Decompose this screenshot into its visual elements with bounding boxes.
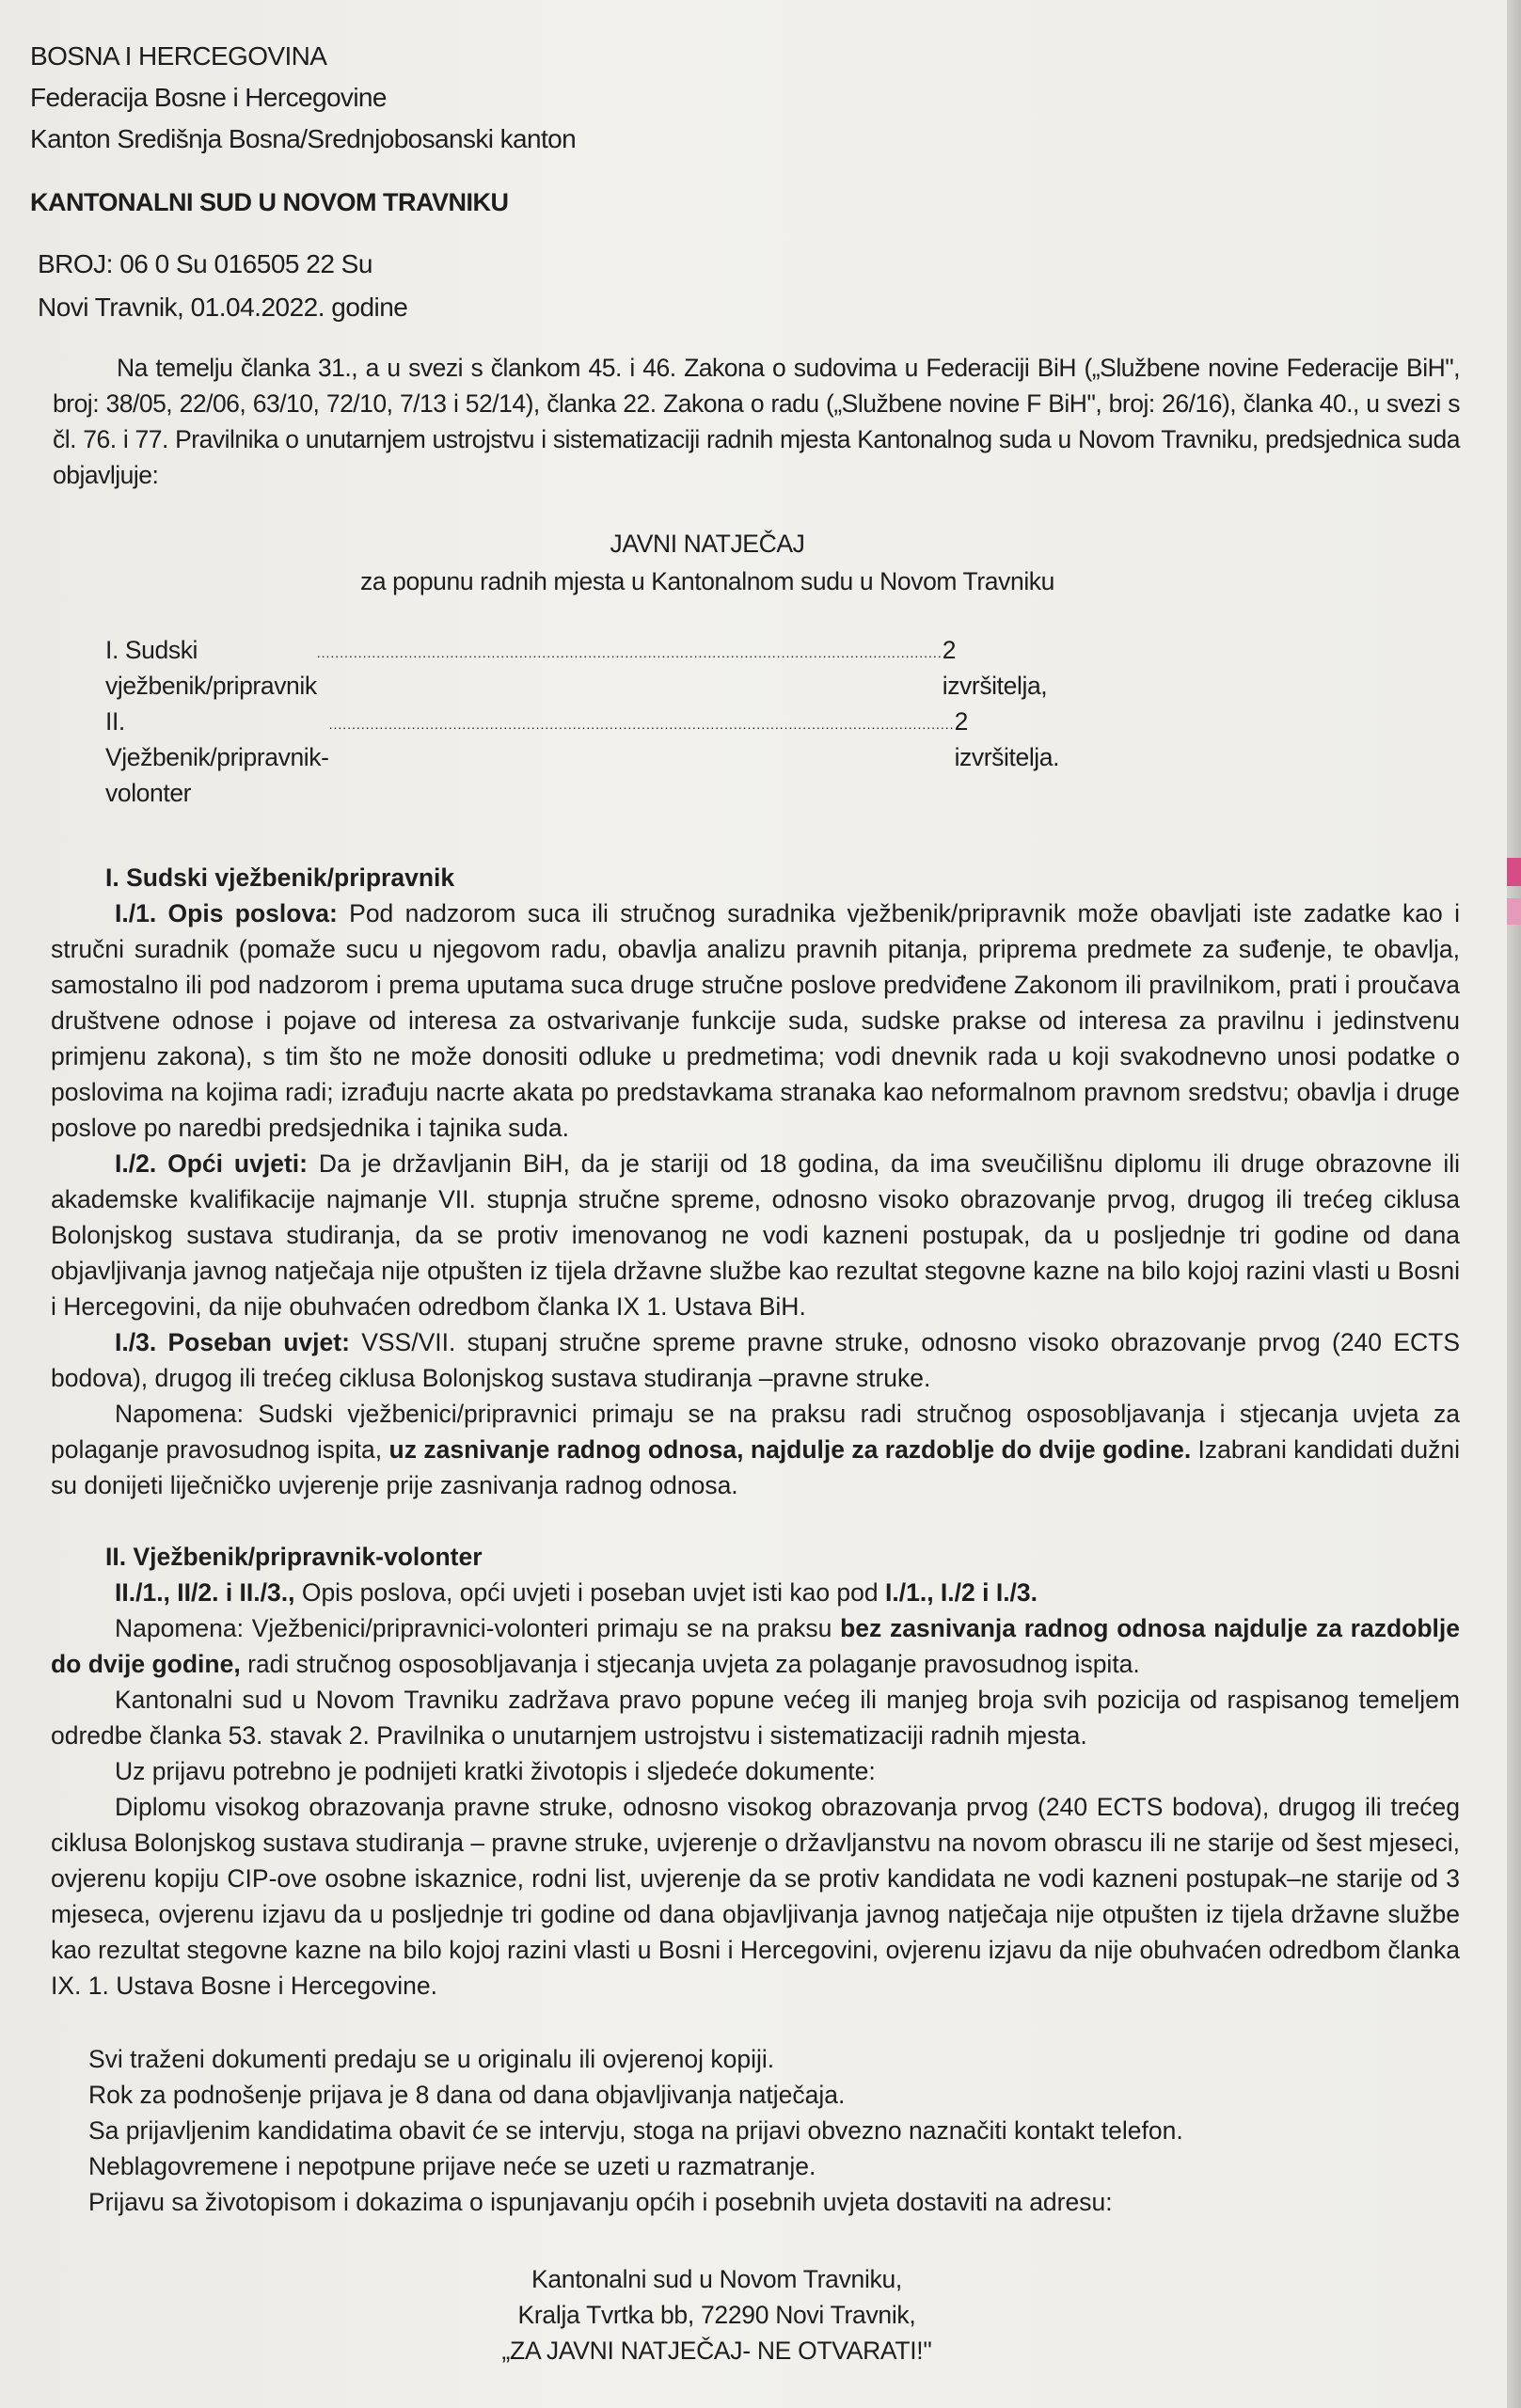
para-label: II./1., II/2. i II./3.,: [115, 1578, 295, 1607]
header-canton: Kanton Središnja Bosna/Srednjobosanski kanton: [30, 124, 577, 153]
position-count: 2 izvršitelja.: [954, 707, 1060, 771]
para-label: I./3. Poseban uvjet:: [115, 1328, 350, 1356]
position-item: [105, 632, 1048, 704]
submission-address: [30, 2261, 1460, 2368]
section-title: I. Sudski vježbenik/pripravnik: [105, 863, 455, 892]
court-name: KANTONALNI SUD U NOVOM TRAVNIKU: [30, 188, 509, 216]
dot-leader: ........................................................................................................................................: [328, 717, 955, 732]
address-line: Kralja Tvrtka bb, 72290 Novi Travnik,: [517, 2301, 916, 2329]
address-line: „ZA JAVNI NATJEČAJ- NE OTVARATI!": [501, 2337, 932, 2365]
position-label: II. Vježbenik/pripravnik-volonter: [105, 707, 329, 807]
closing-line: Sa prijavljenim kandidatima obavit će se intervju, stoga na prijavi obvezno naznačiti kontakt telefon.: [88, 2116, 1183, 2145]
title-subtitle: za popunu radnih mjesta u Kantonalnom sudu u Novom Travniku: [360, 567, 1054, 595]
position-count: 2 izvršitelja,: [942, 636, 1048, 700]
para-label: I./2. Opći uvjeti:: [115, 1149, 308, 1178]
note-emphasis: uz zasnivanje radnog odnosa, najdulje za razdoblje do dvije godine.: [388, 1435, 1192, 1464]
para-text: Da je državljanin BiH, da je stariji od 18 godina, da ima sveučilišnu diplomu ili druge obrazovne ili akademske kvalifikacije najmanje VII. stupnja stručne spreme, odnosno visoko obrazovanje prvog, drugog ili trećeg ciklusa Bolonjskog sustava studiranja, da se protiv imenovanog ne vodi kazneni postupak, da u posljednje tri godine od dana objavljivanja javnog natječaja nije otpušten iz tijela državne službe kao rezultat stegovne kazne na bilo kojoj razini vlasti u Bosni i Hercegovini, da nije obuhvaćen odredbom članka IX 1. Ustava BiH.: [51, 1149, 1460, 1321]
documents-list: Diplomu visokog obrazovanja pravne struke, odnosno visokog obrazovanja prvog (240 ECTS bodova), drugog ili trećeg ciklusa Bolonjskog sustava studiranja – pravne struke, uvjerenje o državljanstvu na novom obrascu ili ne starije od šest mjeseci, ovjerenu kopiju CIP-ove osobne iskaznice, rodni list, uvjerenje da se protiv kandidata ne vodi kazneni postupak–ne starije od 3 mjeseca, ovjerenu izjavu da u posljednje tri godine od dana objavljivanja javnog natječaja nije otpušten iz tijela državne službe kao rezultat stegovne kazne na bilo kojoj razini vlasti u Bosni i Hercegovini, ovjerenu izjavu da nije obuhvaćen odredbom članka IX. 1. Ustava Bosne i Hercegovine.: [51, 1793, 1461, 2000]
issuer-header: [30, 36, 1460, 160]
title-main: JAVNI NATJEČAJ: [610, 530, 805, 558]
para-ref: I./1., I./2 i I./3.: [885, 1578, 1038, 1607]
closing-line: Neblagovremene i nepotpune prijave neće se uzeti u razmatranje.: [88, 2152, 816, 2180]
note-paragraph: [51, 1396, 1460, 1503]
documents-intro: Uz prijavu potrebno je podnijeti kratki životopis i sljedeće dokumente:: [115, 1757, 876, 1785]
closing-line: Prijavu sa životopisom i dokazima o ispunjavanju općih i posebnih uvjeta dostaviti na adresu:: [88, 2188, 1113, 2216]
position-label: I. Sudski vježbenik/pripravnik: [105, 636, 317, 700]
section-volunteer: [30, 1539, 1460, 2004]
position-item: [105, 704, 1060, 811]
para-text: Opis poslova, opći uvjeti i poseban uvjet isti kao pod: [294, 1578, 885, 1607]
note-paragraph: [51, 1610, 1460, 1682]
reference-block: [38, 243, 1460, 329]
place-date: Novi Travnik, 01.04.2022. godine: [38, 293, 408, 322]
job-description: [51, 895, 1460, 1146]
note-text: Napomena: Sudski vježbenici/pripravnici primaju se na praksu radi stručnog osposobljavanja i stjecanja uvjeta za polaganje pravosudnog ispita,: [51, 1400, 1460, 1464]
note-emphasis: bez zasnivanja radnog odnosa najdulje za razdoblje do dvije godine,: [51, 1614, 1460, 1678]
page-edge: [1507, 0, 1521, 2408]
para-text: VSS/VII. stupanj stručne spreme pravne struke, odnosno visoko obrazovanje prvog (240 ECTS bodova), drugog ili trećeg ciklusa Bolonjskog sustava studiranja –pravne struke.: [51, 1328, 1460, 1392]
closing-instructions: [88, 2041, 1460, 2220]
intro-paragraph: Na temelju članka 31., a u svezi s člankom 45. i 46. Zakona o sudovima u Federaciji BiH („Službene novine Federacije BiH", broj: 38/05, 22/06, 63/10, 72/10, 7/13 i 52/14), članka 22. Zakona o radu („Službene novine F BiH", broj: 26/16), članka 40., u svezi s čl. 76. i 77. Pravilnika o unutarnjem ustrojstvu i sistematizaciji radnih mjesta Kantonalnog suda u Novom Travniku, predsjednica suda objavljuje:: [53, 354, 1460, 489]
general-conditions: [51, 1146, 1460, 1324]
note-text: Napomena: Vježbenici/pripravnici-volonteri primaju se na praksu: [115, 1614, 841, 1642]
special-condition: [51, 1324, 1460, 1396]
reference-number: BROJ: 06 0 Su 016505 22 Su: [38, 249, 372, 278]
notice-document: [30, 36, 1460, 2368]
header-country: BOSNA I HERCEGOVINA: [30, 41, 327, 71]
volunteer-conditions: [51, 1575, 1460, 1610]
positions-list: [105, 632, 1460, 811]
header-federation: Federacija Bosne i Hercegovine: [30, 83, 387, 112]
section-trainee: [30, 860, 1460, 1503]
notice-title: [30, 525, 1460, 600]
color-tab-marker-light: [1507, 898, 1521, 925]
closing-line: Svi traženi dokumenti predaju se u originalu ili ovjerenoj kopiji.: [88, 2045, 775, 2073]
section-title: II. Vježbenik/pripravnik-volonter: [105, 1543, 483, 1571]
para-text: Pod nadzorom suca ili stručnog suradnika vježbenik/pripravnik može obavljati iste zadatke kao i stručni suradnik (pomaže sucu u njegovom radu, obavlja analizu pravnih pitanja, priprema predmete za suđenje, te obavlja, samostalno ili pod nadzorom i prema uputama suca druge stručne poslove predviđene Zakonom ili pravilnikom, prati i proučava društvene odnose i pojave od interesa za ostvarivanje funkcije suda, sudske prakse od interesa za pravilnu i jedinstvenu primjenu zakona), s tim što ne može donositi odluke u predmetima; vodi dnevnik rada u koji svakodnevno unosi podatke o poslovima na kojima radi; izrađuju nacrte akata po predstavkama stranaka kao neformalnom pravnom sredstvu; obavlja i druge poslove po naredbi predsjednika i tajnika suda.: [51, 899, 1461, 1142]
address-line: Kantonalni sud u Novom Travniku,: [531, 2265, 902, 2293]
closing-line: Rok za podnošenje prijava je 8 dana od dana objavljivanja natječaja.: [88, 2081, 846, 2109]
note-text-end: radi stručnog osposobljavanja i stjecanja uvjeta za polaganje pravosudnog ispita.: [240, 1650, 1140, 1678]
dot-leader: ........................................................................................................................................: [316, 645, 943, 660]
note-text-end: Izabrani kandidati dužni su donijeti liječničko uvjerenje prije zasnivanja radnog odnosa.: [51, 1435, 1461, 1499]
para-label: I./1. Opis poslova:: [115, 899, 338, 927]
reserve-right: Kantonalni sud u Novom Travniku zadržava pravo popune većeg ili manjeg broja svih pozicija od raspisanog temeljem odredbe članka 53. stavak 2. Pravilnika o unutarnjem ustrojstvu i sistematizaciji radnih mjesta.: [51, 1686, 1460, 1750]
color-tab-marker: [1507, 858, 1521, 886]
